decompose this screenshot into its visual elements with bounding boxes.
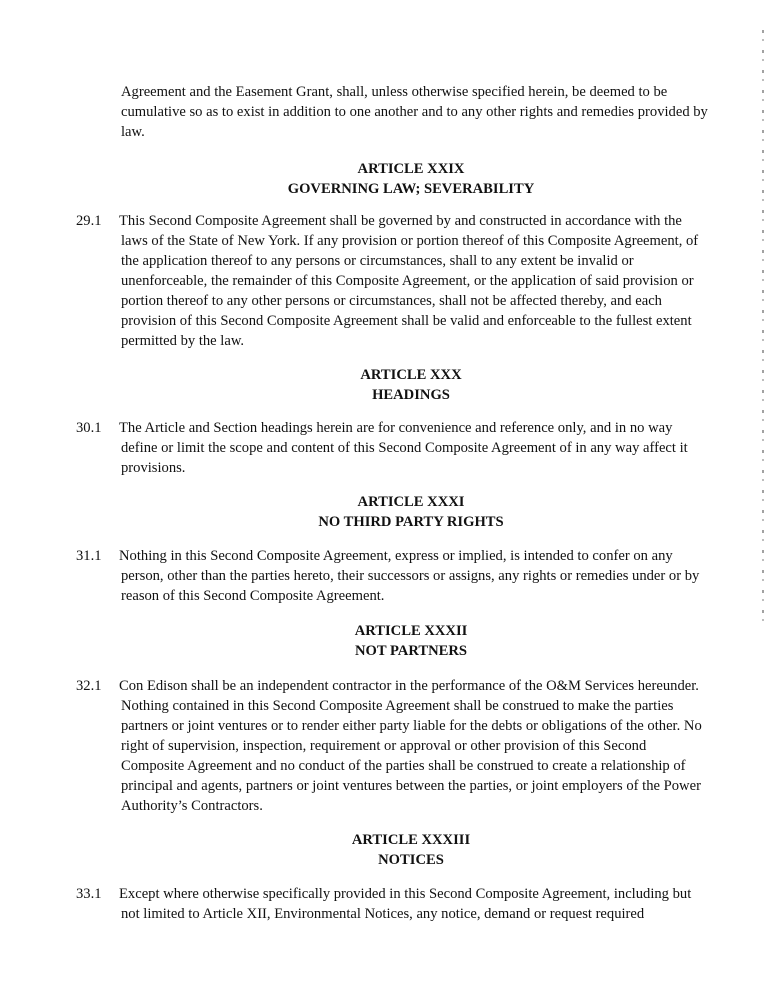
article-number: ARTICLE XXIX bbox=[357, 161, 465, 177]
article-heading bbox=[0, 492, 778, 532]
article-title: GOVERNING LAW; SEVERABILITY bbox=[287, 181, 535, 197]
section-text: This Second Composite Agreement shall be governed by and constructed in accordance with the laws of the State of New York. If any provision or portion thereof of this Composite Agreement, of the application thereof to any persons or circumstances, shall to any extent be invalid or unenforceable, the remainder of this Composite Agreement, or the application of said provision or portion thereof to any other persons or circumstances, shall not be affected thereby, and each provision of this Second Composite Agreement shall be valid and enforceable to the fullest extent permitted by the law. bbox=[119, 213, 699, 349]
section-number: 31.1 bbox=[76, 548, 102, 564]
article-number: ARTICLE XXXII bbox=[354, 623, 468, 639]
section-text: Con Edison shall be an independent contractor in the performance of the O&M Services hereunder. Nothing contained in this Second Composite Agreement shall be construed to make the parties partners or joint ventures or to render either party liable for the debts or obligations of the other. No right of supervision, inspection, requirement or approval or other provision of this Second Composite Agreement and no conduct of the parties shall be construed to create a relationship of principal and agents, partners or joint ventures between the parties, or joint employers of the Power Authority’s Contractors. bbox=[119, 678, 702, 814]
article-title: NO THIRD PARTY RIGHTS bbox=[318, 514, 504, 530]
section-text: The Article and Section headings herein are for convenience and reference only, and in no way define or limit the scope and content of this Second Composite Agreement of in any way affect it provisions. bbox=[119, 420, 688, 476]
section-text: Except where otherwise specifically provided in this Second Composite Agreement, including but not limited to Article XII, Environmental Notices, any notice, demand or request required bbox=[119, 886, 692, 922]
article-heading bbox=[0, 159, 778, 199]
section-text: Nothing in this Second Composite Agreement, express or implied, is intended to confer on any person, other than the parties hereto, their successors or assigns, any rights or remedies under or by reason of this Second Composite Agreement. bbox=[119, 548, 700, 604]
section-number: 32.1 bbox=[76, 678, 102, 694]
section-number: 30.1 bbox=[76, 420, 102, 436]
scan-edge-artifact bbox=[762, 30, 764, 630]
article-title: NOTICES bbox=[378, 852, 444, 868]
article-heading bbox=[0, 830, 778, 870]
article-heading bbox=[0, 621, 778, 661]
article-number: ARTICLE XXXIII bbox=[351, 832, 471, 848]
article-number: ARTICLE XXXI bbox=[357, 494, 465, 510]
article-title: HEADINGS bbox=[372, 387, 450, 403]
section-number: 29.1 bbox=[76, 213, 102, 229]
article-title: NOT PARTNERS bbox=[354, 643, 468, 659]
article-number: ARTICLE XXX bbox=[360, 367, 462, 383]
article-heading bbox=[0, 365, 778, 405]
intro-paragraph: Agreement and the Easement Grant, shall, unless otherwise specified herein, be deemed to be cumulative so as to exist in addition to one another and to any other rights and remedies provided by law. bbox=[121, 84, 708, 140]
section-number: 33.1 bbox=[76, 886, 102, 902]
